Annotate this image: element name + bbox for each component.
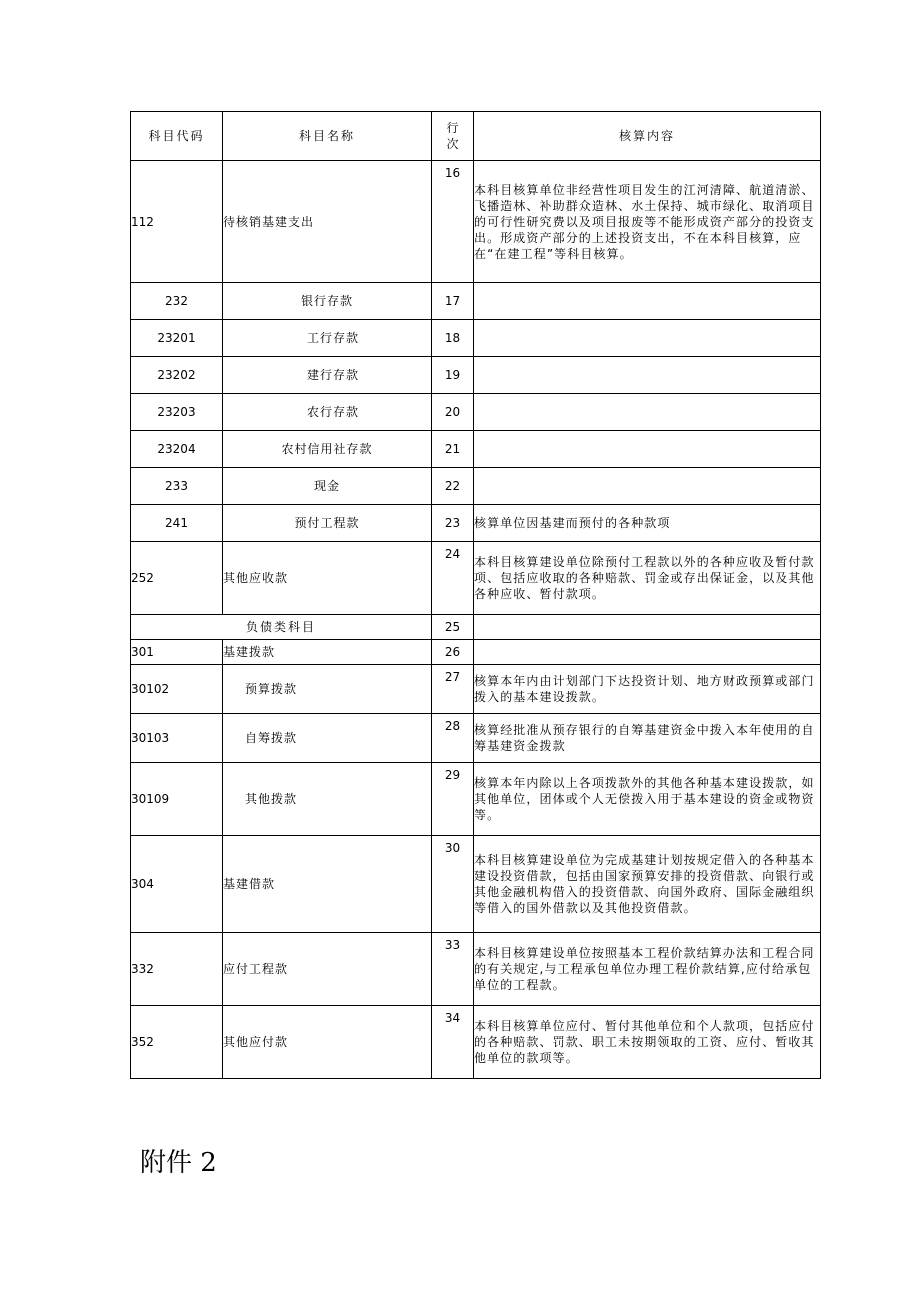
account-description: 本科目核算单位非经营性项目发生的江河清障、航道清淤、飞播造林、补助群众造林、水土保持、城市绿化、取消项目的可行性研究费以及项目报废等不能形成资产部分的投资支出。形成资产部分的上述投资支出，不在本科目核算，应在“在建工程”等科目核算。: [474, 161, 821, 283]
account-description: [474, 357, 821, 394]
account-name: 农村信用社存款: [223, 431, 432, 468]
account-description: 本科目核算建设单位为完成基建计划按规定借入的各种基本建设投资借款，包括由国家预算安排的投资借款、向银行或其他金融机构借入的投资借款、向国外政府、国际金融组织等借入的国外借款以及其他投资借款。: [474, 836, 821, 933]
row-number: 26: [432, 640, 474, 665]
table-header-row: [131, 112, 821, 161]
row-number: 25: [432, 615, 474, 640]
row-number: 17: [432, 283, 474, 320]
section-row: [131, 615, 821, 640]
attachment-label: 附件 2: [140, 1148, 217, 1178]
account-name: 农行存款: [223, 394, 432, 431]
header-row-bottom: 次: [446, 137, 459, 151]
account-code: 304: [131, 836, 223, 933]
header-name: 科目名称: [223, 112, 432, 161]
account-name: 现金: [223, 468, 432, 505]
account-description: [474, 283, 821, 320]
account-description: [474, 468, 821, 505]
row-number: 27: [432, 665, 474, 714]
account-code: 23203: [131, 394, 223, 431]
header-description: 核算内容: [474, 112, 821, 161]
header-row-top: 行: [446, 121, 459, 135]
row-number: 19: [432, 357, 474, 394]
account-name: 银行存款: [223, 283, 432, 320]
account-description: 核算经批准从预存银行的自筹基建资金中拨入本年使用的自筹基建资金拨款: [474, 714, 821, 763]
account-code: 30102: [131, 665, 223, 714]
table-row: [131, 1006, 821, 1079]
account-name: 待核销基建支出: [223, 161, 432, 283]
account-name: 预付工程款: [223, 505, 432, 542]
account-description: 本科目核算单位应付、暂付其他单位和个人款项，包括应付的各种赔款、罚款、职工未按期领取的工资、应付、暂收其他单位的款项等。: [474, 1006, 821, 1079]
row-number: 23: [432, 505, 474, 542]
table-row: [131, 542, 821, 615]
table-row: [131, 468, 821, 505]
account-code: 252: [131, 542, 223, 615]
table-row: [131, 640, 821, 665]
account-name: 工行存款: [223, 320, 432, 357]
account-description: 核算本年内除以上各项拨款外的其他各种基本建设拨款，如其他单位，团体或个人无偿拨入用于基本建设的资金或物资等。: [474, 763, 821, 836]
account-description: [474, 640, 821, 665]
table-row: [131, 933, 821, 1006]
account-code: 30109: [131, 763, 223, 836]
account-description: 本科目核算建设单位按照基本工程价款结算办法和工程合同的有关规定,与工程承包单位办理工程价款结算,应付给承包单位的工程款。: [474, 933, 821, 1006]
account-code: 23204: [131, 431, 223, 468]
account-code: 112: [131, 161, 223, 283]
account-name: 应付工程款: [223, 933, 432, 1006]
row-number: 21: [432, 431, 474, 468]
account-name: 其他拨款: [223, 763, 432, 836]
header-row-number: [432, 112, 474, 161]
account-name: 建行存款: [223, 357, 432, 394]
table-row: [131, 283, 821, 320]
account-description: 本科目核算建设单位除预付工程款以外的各种应收及暂付款项、包括应收取的各种赔款、罚金或存出保证金，以及其他各种应收、暂付款项。: [474, 542, 821, 615]
account-name: 预算拨款: [223, 665, 432, 714]
account-description: 核算本年内由计划部门下达投资计划、地方财政预算或部门拨入的基本建设拨款。: [474, 665, 821, 714]
row-number: 29: [432, 763, 474, 836]
account-name: 基建借款: [223, 836, 432, 933]
table-row: [131, 394, 821, 431]
account-name: 其他应付款: [223, 1006, 432, 1079]
accounts-table: [130, 111, 821, 1079]
account-code: 301: [131, 640, 223, 665]
account-name: 基建拨款: [223, 640, 432, 665]
account-description: [474, 394, 821, 431]
table-row: [131, 161, 821, 283]
section-title: 负债类科目: [131, 615, 432, 640]
table-row: [131, 357, 821, 394]
account-description: [474, 615, 821, 640]
account-description: 核算单位因基建而预付的各种款项: [474, 505, 821, 542]
table-row: [131, 836, 821, 933]
account-description: [474, 431, 821, 468]
row-number: 33: [432, 933, 474, 1006]
account-code: 30103: [131, 714, 223, 763]
row-number: 34: [432, 1006, 474, 1079]
table-row: [131, 665, 821, 714]
table-row: [131, 763, 821, 836]
table-row: [131, 431, 821, 468]
header-code: 科目代码: [131, 112, 223, 161]
table-row: [131, 505, 821, 542]
row-number: 20: [432, 394, 474, 431]
account-code: 352: [131, 1006, 223, 1079]
row-number: 28: [432, 714, 474, 763]
account-code: 23201: [131, 320, 223, 357]
row-number: 30: [432, 836, 474, 933]
table-row: [131, 714, 821, 763]
account-code: 232: [131, 283, 223, 320]
table-row: [131, 320, 821, 357]
account-code: 241: [131, 505, 223, 542]
row-number: 18: [432, 320, 474, 357]
account-name: 其他应收款: [223, 542, 432, 615]
row-number: 16: [432, 161, 474, 283]
account-code: 332: [131, 933, 223, 1006]
account-description: [474, 320, 821, 357]
row-number: 24: [432, 542, 474, 615]
row-number: 22: [432, 468, 474, 505]
account-code: 23202: [131, 357, 223, 394]
account-name: 自筹拨款: [223, 714, 432, 763]
account-code: 233: [131, 468, 223, 505]
